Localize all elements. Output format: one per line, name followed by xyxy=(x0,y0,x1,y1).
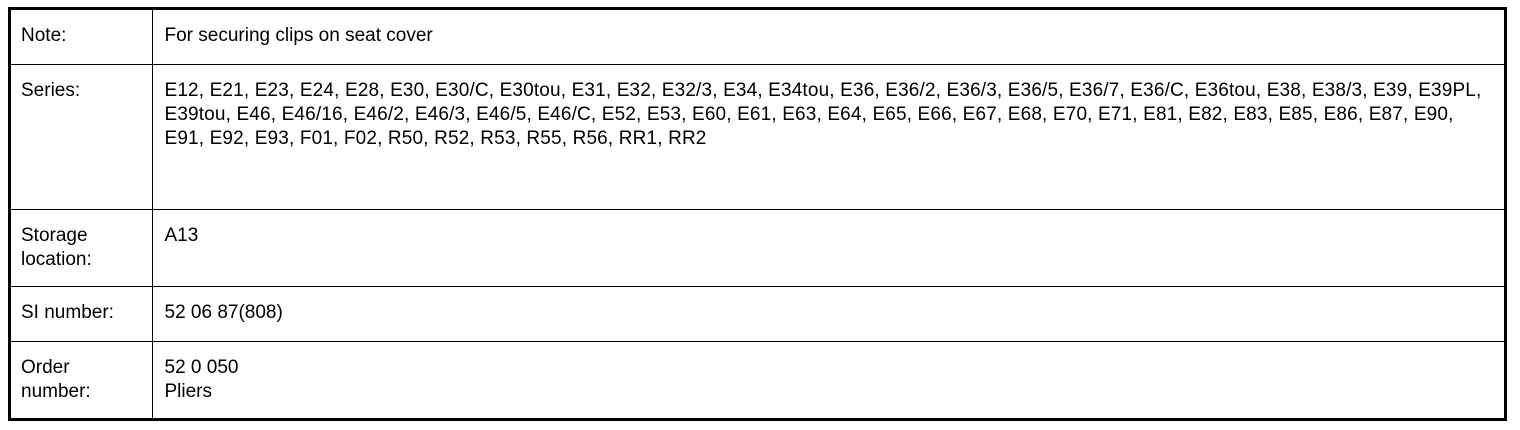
order-number-value-cell xyxy=(152,341,1504,418)
series-label-cell xyxy=(11,64,152,209)
si-number-label-cell xyxy=(11,286,152,341)
si-number-value-cell xyxy=(152,286,1504,341)
tool-name-value: Pliers xyxy=(164,380,213,402)
series-value-cell xyxy=(152,64,1504,209)
note-label-cell xyxy=(11,10,152,64)
table-row-series xyxy=(11,64,1504,209)
order-number-label-cell xyxy=(11,341,152,418)
storage-location-value: A13 xyxy=(164,224,199,246)
storage-location-label: Storage location: xyxy=(21,224,92,270)
series-label: Series: xyxy=(21,79,81,101)
storage-location-label-cell xyxy=(11,209,152,286)
storage-location-value-cell xyxy=(152,209,1504,286)
note-value-cell xyxy=(152,10,1504,64)
order-number-value: 52 0 050 xyxy=(164,356,239,378)
table-row-order-number xyxy=(11,341,1504,418)
order-number-label: Order number: xyxy=(21,356,91,402)
table-row-si-number xyxy=(11,286,1504,341)
note-value: For securing clips on seat cover xyxy=(164,25,433,46)
note-label: Note: xyxy=(21,25,67,46)
si-number-value: 52 06 87(808) xyxy=(164,301,283,323)
info-sheet xyxy=(8,7,1507,421)
series-value: E12, E21, E23, E24, E28, E30, E30/C, E30tou, E31, E32, E32/3, E34, E34tou, E36, E36/2, E36/3, E36/5, E36/7, E36/C, E36tou, E38, E38/3, E39, E39PL, E39tou, E46, E46/16, E46/2, E46/3, E46/5, E46/C, E52, E53, E60, E61, E63, E64, E65, E66, E67, E68, E70, E71, E81, E82, E83, E85, E86, E87, E90, E91, E92, E93, F01, F02, R50, R52, R53, R55, R56, RR1, RR2 xyxy=(164,79,1482,149)
si-number-label: SI number: xyxy=(21,301,114,323)
info-table xyxy=(11,10,1504,418)
table-row-note xyxy=(11,10,1504,64)
table-row-storage-location xyxy=(11,209,1504,286)
